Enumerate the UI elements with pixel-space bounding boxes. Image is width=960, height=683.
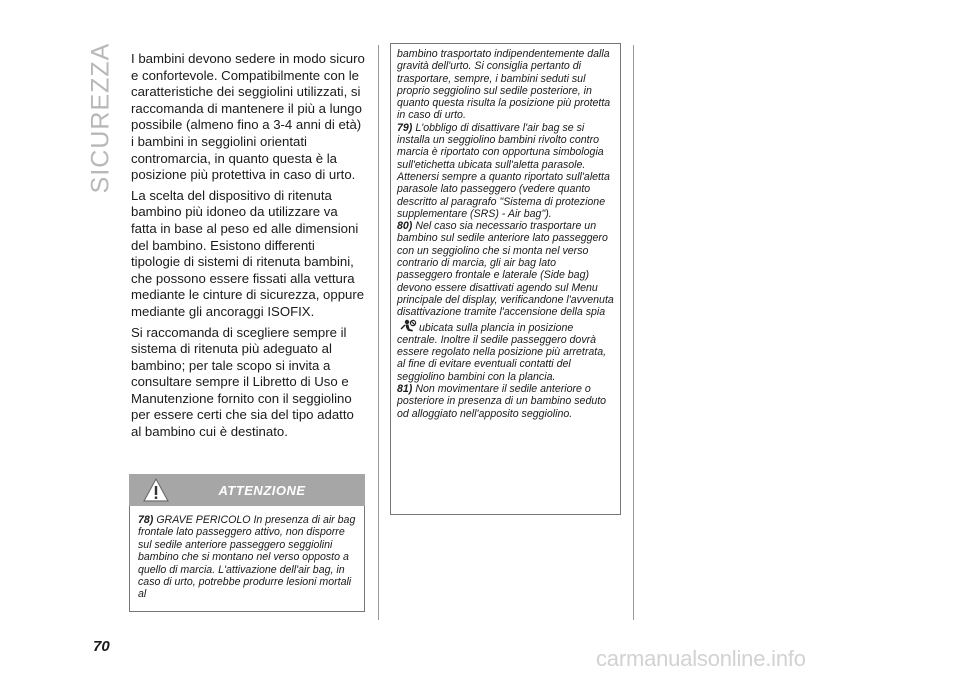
- note-78-text: GRAVE PERICOLO In presenza di air bag frontale lato passeggero attivo, non disporre sul sedile anteriore passeggero seggiolini bambino che si montano nel verso opposto a quello di marcia. L'attivazione dell'air bag, in caso di urto, potrebbe produrre lesioni mortali al: [138, 514, 356, 601]
- note-79-number: 79): [397, 121, 413, 134]
- note-80-number: 80): [397, 220, 413, 233]
- main-text-column: [131, 51, 367, 445]
- section-title-vertical: [86, 42, 116, 194]
- warning-box: [129, 506, 365, 612]
- section-title: SICUREZZA: [86, 42, 115, 194]
- note-81: [397, 383, 614, 420]
- note-81-text: Non movimentare il sedile anteriore o posteriore in presenza di un bambino seduto od alloggiato nell'apposito seggiolino.: [397, 383, 607, 420]
- paragraph-recommendation: Si raccomanda di scegliere sempre il sistema di ritenuta più adeguato al bambino; per tale scopo si invita a consultare sempre il Libretto di Uso e Manutenzione fornito con il seggiolino per essere certi che sia del tipo adatto al bambino cui è destinato.: [131, 324, 354, 440]
- warning-title: ATTENZIONE: [218, 482, 306, 498]
- column-divider-left: [378, 45, 379, 620]
- note-79-text: L'obbligo di disattivare l'air bag se si installa un seggiolino bambini rivolto contro marcia è riportato con opportuna simbologia sull'etichetta ubicata sull'aletta parasole. Attenersi sempre a quanto riportato sull'aletta parasole lato passeggero (vedere quanto descritto al paragrafo "Sistema di protezione supplementare (SRS) - Air bag").: [397, 121, 610, 220]
- note-78: [138, 514, 356, 601]
- warning-header: [129, 474, 365, 506]
- warning-continuation-box: [390, 43, 621, 515]
- note-80-text-a: Nel caso sia necessario trasportare un bambino sul sedile anteriore lato passeggero con un seggiolino che si monta nel verso contrario di marcia, gli air bag lato passeggero frontale e laterale (Side bag) devono essere disattivati agendo sul Menu principale del display, verificandone l'avvenuta disattivazione tramite l'accensione della spia: [397, 220, 614, 319]
- airbag-off-lamp-icon: [399, 319, 417, 334]
- note-79: [397, 122, 614, 220]
- note-78-continuation: bambino trasportato indipendentemente dalla gravità dell'urto. Si consiglia pertanto di trasportare, sempre, i bambini seduti sul proprio seggiolino sul sedile posteriore, in quanto questa risulta la posizione più protetta in caso di urto.: [397, 48, 611, 122]
- note-80: [397, 220, 614, 383]
- note-78-number: 78): [138, 514, 154, 526]
- note-80-text-b: ubicata sulla plancia in posizione centrale. Inoltre il sedile passeggero dovrà essere regolato nella posizione più arretrata, al fine di evitare eventuali contatti del seggiolino bambini con la plancia.: [397, 321, 607, 383]
- page-number: 70: [93, 638, 110, 655]
- note-81-number: 81): [397, 383, 413, 396]
- paragraph-seating: I bambini devono sedere in modo sicuro e confortevole. Compatibilmente con le caratteristiche dei seggiolini utilizzati, si raccomanda di mantenere il più a lungo possibile (almeno fino a 3-4 anni di età) i bambini in seggiolini orientati contromarcia, in quanto questa è la posizione più protettiva in caso di urto.: [131, 51, 365, 183]
- footer-watermark: carmanualsonline.info: [596, 646, 806, 671]
- column-divider-right: [633, 45, 634, 620]
- paragraph-restraint-choice: La scelta del dispositivo di ritenuta bambino più idoneo da utilizzare va fatta in base al peso ed alle dimensioni del bambino. Esistono differenti tipologie di sistemi di ritenuta bambini, che possono essere fissati alla vettura mediante le cinture di sicurezza, oppure mediante gli ancoraggi ISOFIX.: [131, 187, 365, 319]
